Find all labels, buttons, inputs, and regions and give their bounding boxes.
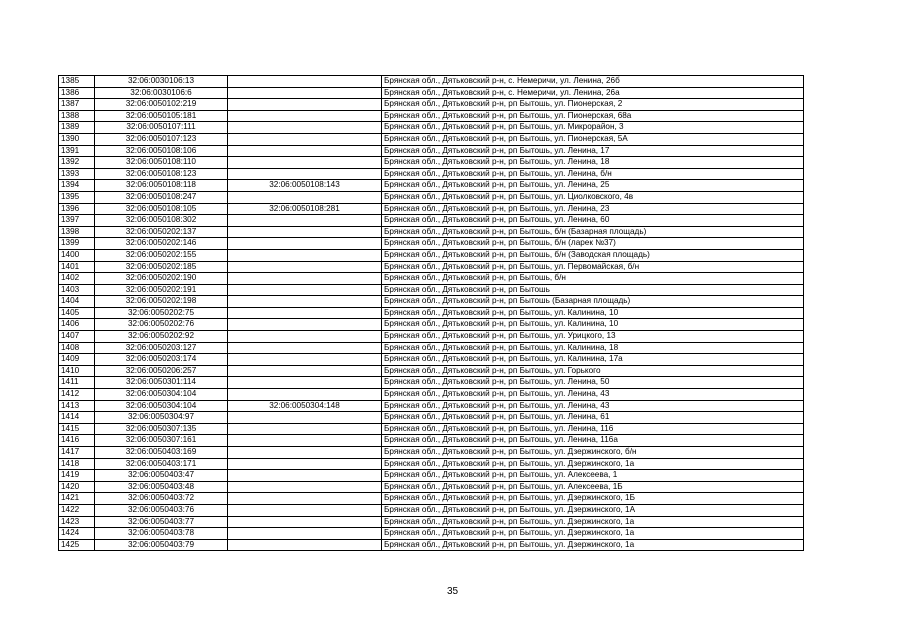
row-number-cell: 1393 (59, 168, 95, 180)
table-row (59, 180, 804, 192)
secondary-cadastral-cell (228, 481, 382, 493)
cadastral-number-cell: 32:06:0050202:137 (95, 226, 228, 238)
address-cell: Брянская обл., Дятьковский р-н, рп Бытошь, ул. Ленина, 60 (382, 215, 804, 227)
table-row (59, 273, 804, 285)
row-number-cell: 1397 (59, 215, 95, 227)
table-row (59, 516, 804, 528)
row-number-cell: 1419 (59, 470, 95, 482)
cadastral-number-cell: 32:06:0050301:114 (95, 377, 228, 389)
secondary-cadastral-cell (228, 470, 382, 482)
row-number-cell: 1406 (59, 319, 95, 331)
row-number-cell: 1418 (59, 458, 95, 470)
address-cell: Брянская обл., Дятьковский р-н, рп Бытошь, ул. Пионерская, 2 (382, 99, 804, 111)
row-number-cell: 1394 (59, 180, 95, 192)
row-number-cell: 1422 (59, 504, 95, 516)
table-row (59, 319, 804, 331)
address-cell: Брянская обл., Дятьковский р-н, рп Бытошь, ул. Ленина, 116 (382, 423, 804, 435)
table-row (59, 168, 804, 180)
secondary-cadastral-cell (228, 145, 382, 157)
address-cell: Брянская обл., Дятьковский р-н, рп Бытошь, ул. Калинина, 18 (382, 342, 804, 354)
registry-table-body (59, 76, 804, 551)
cadastral-number-cell: 32:06:0050403:171 (95, 458, 228, 470)
secondary-cadastral-cell (228, 319, 382, 331)
row-number-cell: 1400 (59, 249, 95, 261)
row-number-cell: 1413 (59, 400, 95, 412)
address-cell: Брянская обл., Дятьковский р-н, рп Бытошь, ул. Ленина, 50 (382, 377, 804, 389)
secondary-cadastral-cell (228, 412, 382, 424)
address-cell: Брянская обл., Дятьковский р-н, рп Бытошь, ул. Ленина, 61 (382, 412, 804, 424)
row-number-cell: 1412 (59, 389, 95, 401)
secondary-cadastral-cell (228, 249, 382, 261)
cadastral-number-cell: 32:06:0030106:13 (95, 76, 228, 88)
address-cell: Брянская обл., Дятьковский р-н, рп Бытошь, ул. Пионерская, 5А (382, 133, 804, 145)
cadastral-number-cell: 32:06:0050202:76 (95, 319, 228, 331)
address-cell: Брянская обл., Дятьковский р-н, рп Бытошь, б/н (382, 273, 804, 285)
secondary-cadastral-cell (228, 122, 382, 134)
table-row (59, 110, 804, 122)
row-number-cell: 1407 (59, 331, 95, 343)
address-cell: Брянская обл., Дятьковский р-н, рп Бытошь, ул. Ленина, 23 (382, 203, 804, 215)
table-row (59, 493, 804, 505)
table-row (59, 215, 804, 227)
table-row (59, 191, 804, 203)
row-number-cell: 1421 (59, 493, 95, 505)
secondary-cadastral-cell (228, 307, 382, 319)
address-cell: Брянская обл., Дятьковский р-н, рп Бытошь, ул. Ленина, 43 (382, 400, 804, 412)
secondary-cadastral-cell (228, 110, 382, 122)
row-number-cell: 1423 (59, 516, 95, 528)
row-number-cell: 1398 (59, 226, 95, 238)
row-number-cell: 1387 (59, 99, 95, 111)
row-number-cell: 1414 (59, 412, 95, 424)
secondary-cadastral-cell (228, 516, 382, 528)
secondary-cadastral-cell (228, 377, 382, 389)
address-cell: Брянская обл., Дятьковский р-н, рп Бытошь, ул. Ленина, 18 (382, 157, 804, 169)
cadastral-number-cell: 32:06:0050304:104 (95, 389, 228, 401)
cadastral-number-cell: 32:06:0050108:106 (95, 145, 228, 157)
cadastral-number-cell: 32:06:0050202:75 (95, 307, 228, 319)
secondary-cadastral-cell (228, 458, 382, 470)
cadastral-number-cell: 32:06:0030106:6 (95, 87, 228, 99)
table-row (59, 133, 804, 145)
address-cell: Брянская обл., Дятьковский р-н, рп Бытошь, ул. Урицкого, 13 (382, 331, 804, 343)
address-cell: Брянская обл., Дятьковский р-н, рп Бытошь, ул. Дзержинского, 1Б (382, 493, 804, 505)
row-number-cell: 1395 (59, 191, 95, 203)
secondary-cadastral-cell (228, 296, 382, 308)
row-number-cell: 1424 (59, 528, 95, 540)
table-row (59, 122, 804, 134)
address-cell: Брянская обл., Дятьковский р-н, рп Бытошь, ул. Калинина, 10 (382, 307, 804, 319)
address-cell: Брянская обл., Дятьковский р-н, рп Бытошь, ул. Пионерская, 68а (382, 110, 804, 122)
table-row (59, 458, 804, 470)
row-number-cell: 1402 (59, 273, 95, 285)
address-cell: Брянская обл., Дятьковский р-н, рп Бытошь, ул. Первомайская, б/н (382, 261, 804, 273)
table-row (59, 145, 804, 157)
secondary-cadastral-cell (228, 365, 382, 377)
table-row (59, 504, 804, 516)
row-number-cell: 1420 (59, 481, 95, 493)
address-cell: Брянская обл., Дятьковский р-н, рп Бытошь, б/н (Заводская площадь) (382, 249, 804, 261)
table-row (59, 226, 804, 238)
registry-table (58, 75, 804, 551)
table-row (59, 389, 804, 401)
secondary-cadastral-cell (228, 354, 382, 366)
cadastral-number-cell: 32:06:0050307:161 (95, 435, 228, 447)
row-number-cell: 1403 (59, 284, 95, 296)
secondary-cadastral-cell (228, 423, 382, 435)
address-cell: Брянская обл., Дятьковский р-н, рп Бытошь, ул. Дзержинского, б/н (382, 447, 804, 459)
secondary-cadastral-cell (228, 76, 382, 88)
row-number-cell: 1404 (59, 296, 95, 308)
cadastral-number-cell: 32:06:0050202:155 (95, 249, 228, 261)
cadastral-number-cell: 32:06:0050108:302 (95, 215, 228, 227)
secondary-cadastral-cell (228, 342, 382, 354)
row-number-cell: 1399 (59, 238, 95, 250)
cadastral-number-cell: 32:06:0050403:47 (95, 470, 228, 482)
table-row (59, 307, 804, 319)
address-cell: Брянская обл., Дятьковский р-н, рп Бытошь, ул. Калинина, 10 (382, 319, 804, 331)
secondary-cadastral-cell (228, 168, 382, 180)
address-cell: Брянская обл., Дятьковский р-н, рп Бытошь, ул. Дзержинского, 1а (382, 516, 804, 528)
address-cell: Брянская обл., Дятьковский р-н, с. Немеричи, ул. Ленина, 26б (382, 76, 804, 88)
address-cell: Брянская обл., Дятьковский р-н, рп Бытошь, ул. Циолковского, 4в (382, 191, 804, 203)
secondary-cadastral-cell: 32:06:0050108:143 (228, 180, 382, 192)
cadastral-number-cell: 32:06:0050202:191 (95, 284, 228, 296)
secondary-cadastral-cell (228, 133, 382, 145)
secondary-cadastral-cell (228, 331, 382, 343)
table-row (59, 76, 804, 88)
row-number-cell: 1391 (59, 145, 95, 157)
cadastral-number-cell: 32:06:0050108:118 (95, 180, 228, 192)
table-row (59, 99, 804, 111)
row-number-cell: 1409 (59, 354, 95, 366)
table-row (59, 261, 804, 273)
table-row (59, 539, 804, 551)
secondary-cadastral-cell (228, 215, 382, 227)
cadastral-number-cell: 32:06:0050403:78 (95, 528, 228, 540)
table-row (59, 203, 804, 215)
table-row (59, 238, 804, 250)
table-row (59, 249, 804, 261)
row-number-cell: 1392 (59, 157, 95, 169)
address-cell: Брянская обл., Дятьковский р-н, рп Бытошь, ул. Ленина, 116а (382, 435, 804, 447)
secondary-cadastral-cell: 32:06:0050304:148 (228, 400, 382, 412)
row-number-cell: 1396 (59, 203, 95, 215)
address-cell: Брянская обл., Дятьковский р-н, рп Бытошь, ул. Дзержинского, 1А (382, 504, 804, 516)
cadastral-number-cell: 32:06:0050203:174 (95, 354, 228, 366)
page-number: 35 (446, 586, 459, 597)
row-number-cell: 1416 (59, 435, 95, 447)
row-number-cell: 1425 (59, 539, 95, 551)
secondary-cadastral-cell (228, 504, 382, 516)
table-row (59, 400, 804, 412)
table-row (59, 447, 804, 459)
secondary-cadastral-cell (228, 284, 382, 296)
cadastral-number-cell: 32:06:0050108:247 (95, 191, 228, 203)
address-cell: Брянская обл., Дятьковский р-н, рп Бытошь, ул. Ленина, 43 (382, 389, 804, 401)
row-number-cell: 1411 (59, 377, 95, 389)
cadastral-number-cell: 32:06:0050403:79 (95, 539, 228, 551)
address-cell: Брянская обл., Дятьковский р-н, рп Бытошь, ул. Дзержинского, 1а (382, 528, 804, 540)
secondary-cadastral-cell (228, 273, 382, 285)
secondary-cadastral-cell (228, 191, 382, 203)
cadastral-number-cell: 32:06:0050202:146 (95, 238, 228, 250)
address-cell: Брянская обл., Дятьковский р-н, рп Бытошь, б/н (ларек №37) (382, 238, 804, 250)
address-cell: Брянская обл., Дятьковский р-н, рп Бытошь, ул. Микрорайон, 3 (382, 122, 804, 134)
table-row (59, 470, 804, 482)
cadastral-number-cell: 32:06:0050304:104 (95, 400, 228, 412)
table-row (59, 157, 804, 169)
secondary-cadastral-cell (228, 238, 382, 250)
row-number-cell: 1385 (59, 76, 95, 88)
table-row (59, 342, 804, 354)
cadastral-number-cell: 32:06:0050107:111 (95, 122, 228, 134)
cadastral-number-cell: 32:06:0050307:135 (95, 423, 228, 435)
secondary-cadastral-cell (228, 99, 382, 111)
cadastral-number-cell: 32:06:0050202:92 (95, 331, 228, 343)
address-cell: Брянская обл., Дятьковский р-н, рп Бытошь, ул. Калинина, 17а (382, 354, 804, 366)
row-number-cell: 1386 (59, 87, 95, 99)
cadastral-number-cell: 32:06:0050403:169 (95, 447, 228, 459)
row-number-cell: 1408 (59, 342, 95, 354)
cadastral-number-cell: 32:06:0050304:97 (95, 412, 228, 424)
row-number-cell: 1388 (59, 110, 95, 122)
cadastral-number-cell: 32:06:0050203:127 (95, 342, 228, 354)
table-row (59, 423, 804, 435)
address-cell: Брянская обл., Дятьковский р-н, рп Бытошь, ул. Алексеева, 1Б (382, 481, 804, 493)
cadastral-number-cell: 32:06:0050107:123 (95, 133, 228, 145)
secondary-cadastral-cell: 32:06:0050108:281 (228, 203, 382, 215)
table-row (59, 354, 804, 366)
cadastral-number-cell: 32:06:0050108:110 (95, 157, 228, 169)
table-row (59, 284, 804, 296)
cadastral-number-cell: 32:06:0050105:181 (95, 110, 228, 122)
secondary-cadastral-cell (228, 157, 382, 169)
cadastral-number-cell: 32:06:0050102:219 (95, 99, 228, 111)
secondary-cadastral-cell (228, 226, 382, 238)
secondary-cadastral-cell (228, 389, 382, 401)
table-row (59, 377, 804, 389)
cadastral-number-cell: 32:06:0050403:72 (95, 493, 228, 505)
secondary-cadastral-cell (228, 528, 382, 540)
secondary-cadastral-cell (228, 539, 382, 551)
cadastral-number-cell: 32:06:0050206:257 (95, 365, 228, 377)
row-number-cell: 1415 (59, 423, 95, 435)
secondary-cadastral-cell (228, 435, 382, 447)
cadastral-number-cell: 32:06:0050202:185 (95, 261, 228, 273)
row-number-cell: 1401 (59, 261, 95, 273)
table-row (59, 365, 804, 377)
secondary-cadastral-cell (228, 493, 382, 505)
cadastral-number-cell: 32:06:0050403:76 (95, 504, 228, 516)
table-row (59, 87, 804, 99)
secondary-cadastral-cell (228, 87, 382, 99)
address-cell: Брянская обл., Дятьковский р-н, рп Бытошь (Базарная площадь) (382, 296, 804, 308)
cadastral-number-cell: 32:06:0050403:77 (95, 516, 228, 528)
address-cell: Брянская обл., Дятьковский р-н, рп Бытошь, б/н (Базарная площадь) (382, 226, 804, 238)
row-number-cell: 1410 (59, 365, 95, 377)
row-number-cell: 1389 (59, 122, 95, 134)
table-row (59, 331, 804, 343)
table-row (59, 296, 804, 308)
address-cell: Брянская обл., Дятьковский р-н, рп Бытошь (382, 284, 804, 296)
table-row (59, 481, 804, 493)
address-cell: Брянская обл., Дятьковский р-н, рп Бытошь, ул. Дзержинского, 1а (382, 458, 804, 470)
table-row (59, 435, 804, 447)
table-row (59, 412, 804, 424)
row-number-cell: 1390 (59, 133, 95, 145)
secondary-cadastral-cell (228, 261, 382, 273)
cadastral-number-cell: 32:06:0050202:198 (95, 296, 228, 308)
address-cell: Брянская обл., Дятьковский р-н, рп Бытошь, ул. Ленина, 17 (382, 145, 804, 157)
address-cell: Брянская обл., Дятьковский р-н, рп Бытошь, ул. Ленина, 25 (382, 180, 804, 192)
cadastral-number-cell: 32:06:0050108:105 (95, 203, 228, 215)
table-row (59, 528, 804, 540)
address-cell: Брянская обл., Дятьковский р-н, рп Бытошь, ул. Ленина, б/н (382, 168, 804, 180)
cadastral-number-cell: 32:06:0050108:123 (95, 168, 228, 180)
address-cell: Брянская обл., Дятьковский р-н, рп Бытошь, ул. Алексеева, 1 (382, 470, 804, 482)
cadastral-number-cell: 32:06:0050202:190 (95, 273, 228, 285)
address-cell: Брянская обл., Дятьковский р-н, с. Немеричи, ул. Ленина, 26а (382, 87, 804, 99)
cadastral-number-cell: 32:06:0050403:48 (95, 481, 228, 493)
row-number-cell: 1405 (59, 307, 95, 319)
row-number-cell: 1417 (59, 447, 95, 459)
address-cell: Брянская обл., Дятьковский р-н, рп Бытошь, ул. Горького (382, 365, 804, 377)
address-cell: Брянская обл., Дятьковский р-н, рп Бытошь, ул. Дзержинского, 1а (382, 539, 804, 551)
secondary-cadastral-cell (228, 447, 382, 459)
